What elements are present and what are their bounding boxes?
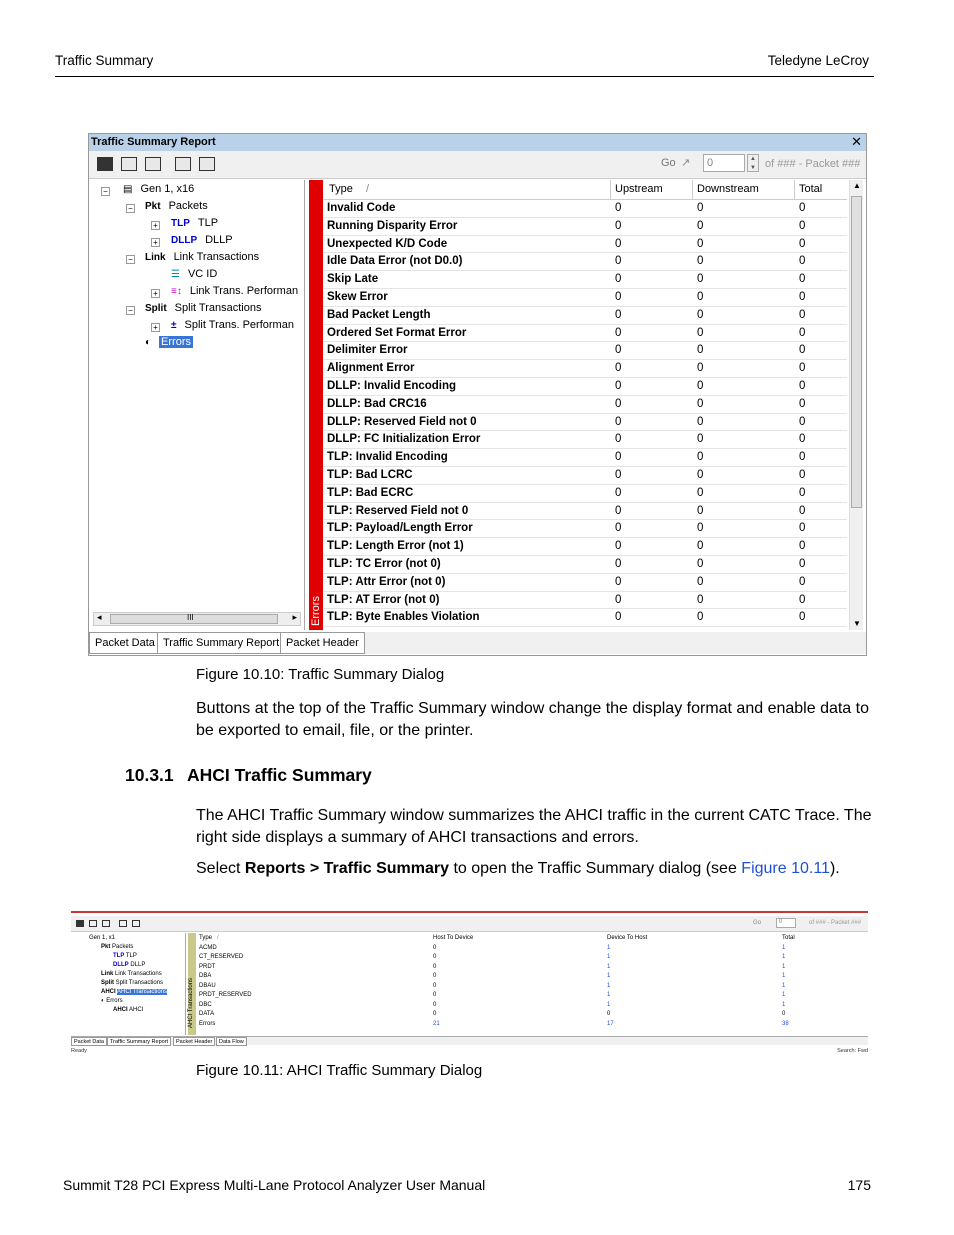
cell-type: DBA [199,973,212,979]
figure-caption-2: Figure 10.11: AHCI Traffic Summary Dialog [196,1062,483,1079]
cell-downstream: 0 [697,486,704,499]
cell-device-to-host: 1 [607,992,611,998]
table-row[interactable] [324,574,847,592]
cell-total: 0 [799,540,806,553]
cell-type: Ordered Set Format Error [327,326,467,339]
cell-downstream: 0 [697,362,704,375]
vc-icon: ☰ [171,269,180,280]
table-header [197,935,857,945]
figure-caption-1: Figure 10.10: Traffic Summary Dialog [196,666,445,683]
cell-host-to-device: 0 [433,973,437,979]
cell-host-to-device: 0 [433,944,437,951]
cell-type: Unexpected K/D Code [327,237,448,250]
tree-node-root[interactable]: Gen 1, x1 [89,935,116,941]
errors-icon: ◐ [101,998,105,1004]
scroll-left-icon[interactable]: ◂ [97,612,102,622]
tlp-icon: TLP [171,218,190,229]
cell-downstream: 0 [697,273,704,286]
cell-downstream: 0 [697,379,704,392]
column-device-to-host[interactable]: Device To Host [607,935,648,941]
table-row[interactable] [324,253,847,271]
sort-indicator: / [366,183,370,195]
cell-total: 0 [799,611,806,624]
cell-type: DBC [199,1001,212,1008]
collapse-icon[interactable]: − [101,187,110,196]
cell-type: DATA [199,1011,215,1017]
cell-upstream: 0 [615,468,622,481]
cell-total: 0 [799,415,806,428]
cell-device-to-host: 1 [607,963,611,970]
cell-total: 1 [782,954,786,960]
cell-host-to-device: 0 [433,963,437,970]
figure-link[interactable]: Figure 10.11 [741,860,830,877]
cell-host-to-device: 0 [433,1001,437,1008]
toolbar [71,916,868,932]
table-row[interactable] [324,289,847,307]
table-row[interactable] [324,485,847,503]
header-left: Traffic Summary [55,53,154,68]
copy-icon[interactable] [175,157,191,171]
scroll-thumb[interactable]: III [110,614,278,624]
table-row[interactable] [324,503,847,521]
tree-node-errors[interactable]: ◐ Errors [101,998,123,1004]
cell-downstream: 0 [697,575,704,588]
tree-node-packets[interactable]: Pkt Packets [101,944,134,950]
cell-downstream: 0 [697,415,704,428]
cell-upstream: 0 [615,611,622,624]
section-title: AHCI Traffic Summary [187,765,372,785]
table-row[interactable] [324,236,847,254]
cell-upstream: 0 [615,326,622,339]
tree-horizontal-scrollbar[interactable] [93,612,301,626]
performance-icon: ≡↕ [171,286,182,297]
expand-icon[interactable]: + [151,289,160,298]
table-row[interactable] [197,1011,857,1021]
cell-type: Delimiter Error [327,344,408,357]
email-icon[interactable] [89,920,97,927]
table-row[interactable] [324,556,847,574]
packet-number-input[interactable]: 0 [776,918,796,928]
cell-type: DLLP: FC Initialization Error [327,433,481,446]
cell-upstream: 0 [615,219,622,232]
cell-upstream: 0 [615,202,622,214]
summary-tree [89,180,305,630]
cell-type: Invalid Code [327,202,396,214]
cell-upstream: 0 [615,273,622,286]
ahci-traffic-summary-window [71,911,868,1054]
cell-device-to-host: 17 [607,1020,614,1027]
collapse-icon[interactable]: − [126,306,135,315]
column-upstream[interactable]: Upstream [615,183,663,195]
cell-total: 1 [782,992,786,998]
table-row[interactable] [324,538,847,556]
table-row[interactable] [324,449,847,467]
cell-type: DLLP: Reserved Field not 0 [327,415,477,428]
cell-total: 0 [799,486,806,499]
cell-type: TLP: Length Error (not 1) [327,540,464,553]
table-row[interactable] [324,325,847,343]
table-row[interactable] [324,307,847,325]
table-row[interactable] [324,396,847,414]
packet-range-label: of ### - Packet ### [809,920,862,926]
ahci-side-bar [188,933,196,1035]
cell-downstream: 0 [697,219,704,232]
cell-downstream: 0 [697,255,704,268]
scroll-thumb[interactable] [851,196,862,508]
tree-node-packets[interactable]: Pkt Packets [145,200,208,212]
cell-type: TLP: Bad ECRC [327,486,414,499]
table-row[interactable] [324,592,847,610]
tab-traffic-summary-report[interactable]: Traffic Summary Report [107,1037,171,1046]
packet-spinner[interactable]: ▲ ▼ [747,154,759,172]
scroll-down-icon[interactable]: ▼ [853,619,861,628]
page-footer [63,1177,871,1193]
cell-upstream: 0 [615,255,622,268]
cell-host-to-device: 0 [433,992,437,998]
cell-total: 0 [799,557,806,570]
go-button[interactable]: Go [661,157,676,169]
cell-type: Skew Error [327,290,388,303]
paragraph-buttons: Buttons at the top of the Traffic Summary window change the display format and enable data to be exported to email, file, or the printer. [196,700,869,739]
table-row[interactable] [324,378,847,396]
cell-total: 38 [782,1020,789,1027]
tree-node-vc-id[interactable]: ☰ VC ID [171,268,218,280]
tab-packet-header[interactable]: Packet Header [173,1037,215,1046]
cell-total: 0 [799,468,806,481]
cell-type: Alignment Error [327,362,415,375]
cell-type: Errors [199,1020,216,1027]
cell-downstream: 0 [697,611,704,624]
format-icon[interactable] [199,157,215,171]
ahci-side-label: AHCI Transactions [188,977,194,1028]
table-row[interactable] [324,467,847,485]
close-icon[interactable]: ✕ [851,134,862,149]
table-header [324,180,847,200]
ahci-table [197,935,857,1035]
cell-device-to-host: 1 [607,1001,611,1008]
packet-icon: Pkt [145,201,161,212]
toolbar [89,151,866,179]
cell-downstream: 0 [697,237,704,250]
cell-downstream: 0 [697,326,704,339]
cell-type: Idle Data Error (not D0.0) [327,255,463,268]
cell-upstream: 0 [615,593,622,606]
cell-device-to-host: 1 [607,944,611,951]
cell-type: TLP: Reserved Field not 0 [327,504,469,517]
cell-type: Skip Late [327,273,379,286]
save-icon[interactable] [97,157,113,171]
column-total[interactable]: Total [799,183,823,195]
table-row[interactable] [324,271,847,289]
cell-host-to-device: 0 [433,1011,437,1017]
cell-upstream: 0 [615,557,622,570]
tab-packet-data[interactable]: Packet Data [71,1037,107,1046]
cell-downstream: 0 [697,522,704,535]
cell-total: 0 [799,575,806,588]
table-row[interactable] [197,945,857,955]
cell-type: TLP: Bad LCRC [327,468,413,481]
cell-total: 0 [799,290,806,303]
cell-type: TLP: Invalid Encoding [327,451,448,464]
table-row[interactable] [324,414,847,432]
cell-upstream: 0 [615,362,622,375]
status-left: Ready [71,1048,87,1054]
cell-total: 0 [799,522,806,535]
cell-type: DBAU [199,982,216,989]
cell-downstream: 0 [697,540,704,553]
cell-device-to-host: 1 [607,982,611,989]
dllp-icon: DLLP [171,235,198,246]
cell-downstream: 0 [697,308,704,321]
cell-type: TLP: Payload/Length Error [327,522,473,535]
cell-downstream: 0 [697,593,704,606]
cell-upstream: 0 [615,308,622,321]
table-row[interactable] [197,1021,857,1031]
link-icon: Link [145,252,166,263]
summary-tree [71,933,186,1035]
window-tabs [71,1036,868,1045]
page-header [55,52,874,77]
expand-icon[interactable]: + [151,323,160,332]
cell-total: 0 [799,397,806,410]
cell-upstream: 0 [615,575,622,588]
cell-total: 0 [782,1011,786,1017]
cell-total: 0 [799,362,806,375]
paragraph-ahci: The AHCI Traffic Summary window summarizes the AHCI traffic in the current CATC Trace. The right side displays a summary of AHCI transactions and errors. [196,807,872,846]
cell-upstream: 0 [615,486,622,499]
cell-type: TLP: AT Error (not 0) [327,593,440,606]
table-row[interactable] [324,520,847,538]
cell-host-to-device: 0 [433,982,437,989]
cell-type: CT_RESERVED [199,954,244,960]
table-row[interactable] [324,431,847,449]
cell-upstream: 0 [615,522,622,535]
table-row[interactable] [324,360,847,378]
header-right: Teledyne LeCroy [767,53,869,68]
cell-total: 0 [799,344,806,357]
collapse-icon[interactable]: − [126,204,135,213]
tree-node-dllp[interactable]: DLLP DLLP [171,234,233,246]
column-downstream[interactable]: Downstream [697,183,759,195]
status-bar [71,1047,868,1056]
scroll-right-icon[interactable]: ▸ [292,612,297,622]
print-icon[interactable] [145,157,161,171]
cell-downstream: 0 [697,468,704,481]
tree-node-ahci[interactable]: AHCI AHCI [113,1007,144,1013]
cell-total: 0 [799,308,806,321]
cell-downstream: 0 [697,433,704,446]
cell-upstream: 0 [615,540,622,553]
traffic-summary-window [88,133,867,656]
table-row[interactable] [324,218,847,236]
table-row[interactable] [197,954,857,964]
print-icon[interactable] [102,920,110,927]
cell-downstream: 0 [697,202,704,214]
cell-device-to-host: 1 [607,973,611,979]
section-heading [125,765,372,786]
cell-downstream: 0 [697,344,704,357]
cell-total: 0 [799,433,806,446]
cell-type: ACMD [199,944,217,951]
footer-left: Summit T28 PCI Express Multi-Lane Protocol Analyzer User Manual [63,1177,486,1193]
cell-downstream: 0 [697,451,704,464]
collapse-icon[interactable]: − [126,255,135,264]
table-row[interactable] [324,200,847,218]
cell-total: 0 [799,202,806,214]
tree-node-tlp[interactable]: TLP TLP [171,217,219,229]
table-row[interactable] [197,992,857,1002]
go-arrow-icon[interactable]: ↗ [681,157,691,169]
cell-upstream: 0 [615,379,622,392]
tree-node-split-transactions[interactable]: Split Split Transactions [145,302,262,314]
window-tabs [89,632,866,654]
cell-total: 0 [799,379,806,392]
tab-packet-data[interactable]: Packet Data [89,632,161,654]
expand-icon[interactable]: + [151,238,160,247]
cell-upstream: 0 [615,451,622,464]
email-icon[interactable] [121,157,137,171]
cell-upstream: 0 [615,415,622,428]
cell-downstream: 0 [697,397,704,410]
tree-node-split-performance[interactable]: ± Split Trans. Performan [171,319,294,331]
tree-node-split-transactions[interactable]: Split Split Transactions [101,980,164,986]
cell-type: PRDT [199,963,216,970]
tab-packet-header[interactable]: Packet Header [280,632,365,654]
column-total[interactable]: Total [782,935,795,941]
section-number: 10.3.1 [125,765,174,785]
cell-total: 0 [799,237,806,250]
tree-node-tlp[interactable]: TLP TLP [113,953,137,959]
table-row[interactable] [197,964,857,974]
tree-node-ahci-transactions[interactable]: AHCI AHCI Transactions [101,989,168,995]
cell-total: 0 [799,219,806,232]
expand-icon[interactable]: + [151,221,160,230]
cell-type: Bad Packet Length [327,308,431,321]
cell-type: DLLP: Bad CRC16 [327,397,427,410]
column-type[interactable]: Type [199,935,213,941]
cell-device-to-host: 0 [607,1011,611,1017]
cell-downstream: 0 [697,504,704,517]
cell-type: TLP: Attr Error (not 0) [327,575,446,588]
window-title-bar [89,134,866,151]
cell-total: 0 [799,273,806,286]
table-row[interactable] [324,342,847,360]
window-title: Traffic Summary Report [91,136,216,148]
cell-type: Running Disparity Error [327,219,458,232]
tab-data-flow[interactable]: Data Flow [216,1037,247,1046]
paragraph-select: Select Reports > Traffic Summary to open the Traffic Summary dialog (see Figure 10.11). [196,860,840,877]
scroll-up-icon[interactable]: ▲ [853,181,861,190]
tree-node-link-performance[interactable]: ≡↕ Link Trans. Performan [171,285,299,297]
page-number: 175 [847,1177,871,1193]
copy-icon[interactable] [119,920,127,927]
table-row[interactable] [197,973,857,983]
save-icon[interactable] [76,920,84,927]
cell-host-to-device: 0 [433,954,437,960]
tree-node-dllp[interactable]: DLLP DLLP [113,962,146,968]
errors-table [324,180,847,630]
packet-range-label: of ### - Packet ### [765,158,861,170]
tree-node-errors[interactable]: ◐ Errors [145,336,191,348]
cell-upstream: 0 [615,504,622,517]
menu-path: Reports > Traffic Summary [244,860,449,877]
format-icon[interactable] [132,920,140,927]
cell-type: TLP: Byte Enables Violation [327,611,480,624]
column-type[interactable]: Type [329,183,353,195]
cell-device-to-host: 1 [607,954,611,960]
status-right: Search: Fwd [837,1048,868,1054]
cell-type: TLP: TC Error (not 0) [327,557,441,570]
cell-upstream: 0 [615,397,622,410]
errors-icon: ◐ [145,337,152,348]
cell-type: DLLP: Invalid Encoding [327,379,457,392]
cell-upstream: 0 [615,433,622,446]
packet-number-input[interactable]: 0 [703,154,745,172]
table-vertical-scrollbar[interactable] [849,180,863,630]
cell-total: 0 [799,255,806,268]
tree-node-root[interactable]: ▤ Gen 1, x16 [123,183,195,195]
cell-downstream: 0 [697,290,704,303]
table-row[interactable] [197,1002,857,1012]
tree-node-link-transactions[interactable]: Link Link Transactions [101,971,162,977]
split-performance-icon: ± [171,320,177,331]
cell-total: 0 [799,326,806,339]
cell-total: 0 [799,593,806,606]
cell-type: PRDT_RESERVED [199,992,252,998]
table-row[interactable] [197,983,857,993]
cell-total: 0 [799,451,806,464]
cell-upstream: 0 [615,237,622,250]
cell-host-to-device: 21 [433,1020,440,1027]
cell-total: 1 [782,944,786,951]
cell-total: 1 [782,973,786,979]
tree-node-link-transactions[interactable]: Link Link Transactions [145,251,260,263]
cell-downstream: 0 [697,557,704,570]
column-host-to-device[interactable]: Host To Device [433,935,474,941]
cell-total: 1 [782,1001,786,1008]
sort-indicator: / [217,935,219,941]
cell-total: 1 [782,963,786,970]
document-icon: ▤ [123,184,133,195]
go-button[interactable]: Go [753,920,762,926]
table-row[interactable] [324,609,847,627]
cell-upstream: 0 [615,290,622,303]
cell-total: 1 [782,982,786,989]
cell-total: 0 [799,504,806,517]
cell-upstream: 0 [615,344,622,357]
errors-side-bar: Errors [309,180,323,630]
split-icon: Split [145,303,167,314]
tab-traffic-summary-report[interactable]: Traffic Summary Report [157,632,285,654]
